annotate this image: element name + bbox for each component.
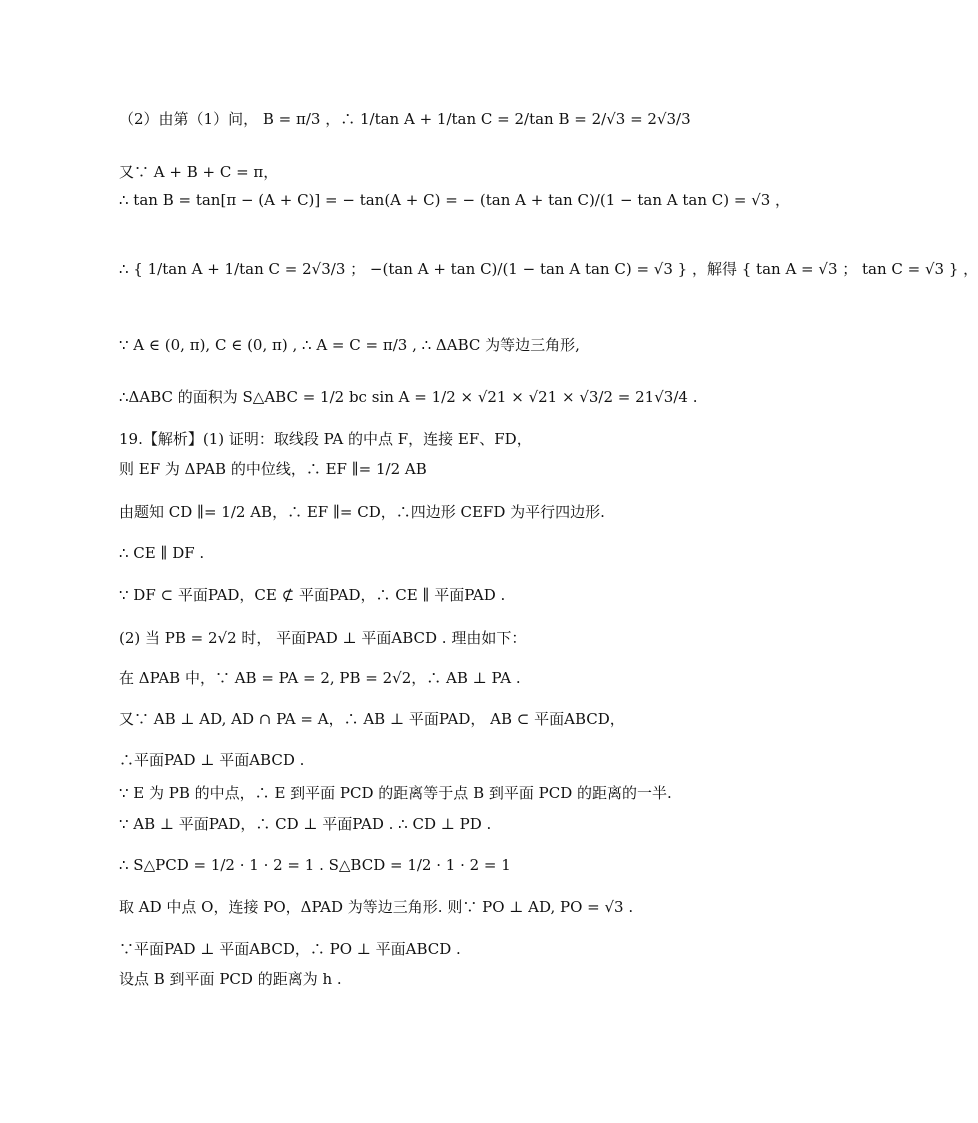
line-21-text: 设点 B 到平面 PCD 的距离为 h .: [119, 970, 342, 988]
line-9-text: 由题知 CD ∥= 1/2 AB，∴ EF ∥= CD，∴四边形 CEFD 为平行四边形.: [119, 503, 605, 521]
solution-line-11: [119, 588, 505, 603]
line-5-text: ∵ A ∈ (0, π), C ∈ (0, π) , ∴ A = C = π/3 , ∴ ΔABC 为等边三角形,: [119, 336, 580, 354]
solution-line-14: [119, 712, 625, 727]
line-6-text: ∴ΔABC 的面积为 S△ABC = 1/2 bc sin A = 1/2 × √21 × √21 × √3/2 = 21√3/4 .: [119, 388, 698, 406]
solution-line-13: [119, 671, 521, 686]
line-1-text: （2）由第（1）问， B = π/3 ，∴ 1/tan A + 1/tan C = 2/tan B = 2/√3 = 2√3/3: [119, 110, 691, 128]
line-12-text: (2) 当 PB = 2√2 时， 平面PAD ⊥ 平面ABCD . 理由如下：: [119, 629, 527, 647]
solution-line-7: [119, 432, 532, 447]
solution-line-21: [119, 972, 342, 987]
line-19-text: 取 AD 中点 O，连接 PO，ΔPAD 为等边三角形. 则∵ PO ⊥ AD, PO = √3 .: [119, 898, 634, 916]
line-3-text: ∴ tan B = tan[π − (A + C)] = − tan(A + C) = − (tan A + tan C)/(1 − tan A tan C) = √3 ，: [119, 191, 791, 209]
line-2-text: 又∵ A + B + C = π，: [119, 163, 279, 181]
line-20-text: ∵平面PAD ⊥ 平面ABCD，∴ PO ⊥ 平面ABCD .: [119, 940, 461, 958]
line-8-text: 则 EF 为 ΔPAB 的中位线，∴ EF ∥= 1/2 AB: [119, 460, 427, 478]
solution-line-19: [119, 900, 633, 915]
solution-line-17: [119, 817, 491, 832]
solution-line-9: [119, 505, 605, 520]
line-13-text: 在 ΔPAB 中，∵ AB = PA = 2, PB = 2√2，∴ AB ⊥ PA .: [119, 669, 521, 687]
solution-line-18: [119, 858, 511, 873]
solution-line-10: [119, 546, 204, 561]
line-4-text: ∴ { 1/tan A + 1/tan C = 2√3/3 ； −(tan A + tan C)/(1 − tan A tan C) = √3 } ，解得 { tan A = √3 ； tan C = √3 } ，: [119, 260, 978, 278]
line-14-text: 又∵ AB ⊥ AD, AD ∩ PA = A，∴ AB ⊥ 平面PAD， AB ⊂ 平面ABCD，: [119, 710, 625, 728]
line-15-text: ∴平面PAD ⊥ 平面ABCD .: [119, 751, 305, 769]
line-10-text: ∴ CE ∥ DF .: [119, 544, 205, 562]
line-16-text: ∵ E 为 PB 的中点，∴ E 到平面 PCD 的距离等于点 B 到平面 PCD 的距离的一半.: [119, 784, 672, 802]
solution-line-6: [119, 390, 697, 405]
line-7-text: 19.【解析】(1) 证明：取线段 PA 的中点 F，连接 EF、FD，: [119, 430, 532, 448]
solution-line-2: [119, 165, 278, 180]
line-18-text: ∴ S△PCD = 1/2 · 1 · 2 = 1 . S△BCD = 1/2 · 1 · 2 = 1: [119, 856, 511, 874]
solution-line-4: [119, 262, 978, 277]
solution-line-3: [119, 193, 790, 208]
solution-line-12: [119, 631, 526, 646]
solution-line-16: [119, 786, 672, 801]
line-17-text: ∵ AB ⊥ 平面PAD，∴ CD ⊥ 平面PAD . ∴ CD ⊥ PD .: [119, 815, 492, 833]
line-11-text: ∵ DF ⊂ 平面PAD，CE ⊄ 平面PAD，∴ CE ∥ 平面PAD .: [119, 586, 506, 604]
solution-line-8: [119, 462, 427, 477]
solution-line-20: [119, 942, 461, 957]
solution-line-1: [119, 112, 691, 127]
solution-line-5: [119, 338, 580, 353]
solution-line-15: [119, 753, 304, 768]
